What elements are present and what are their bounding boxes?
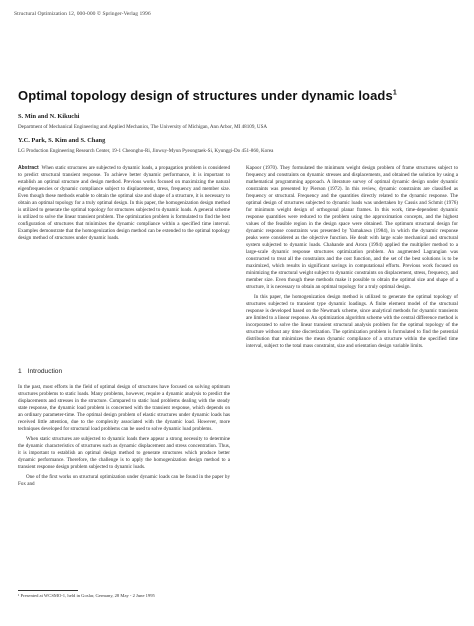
right-paragraph-2: In this paper, the homogenization design method is utilized to generate the optimal topology of structures subjected to transient type dynamic loadings. A finite element model of the structural response is developed based on the Newmark scheme, since analytical methods for dynamic transients are limited to a linear response. An optimization algorithm scheme with the central difference method is incorporated to solve the linear transient structural analysis problem for the optimal topology of the structure without any time discretization. The optimization problem is formulated to find the potential distribution that minimizes the mean dynamic compliance of a structure within the specified time interval, subject to the total mass constraint, size and orientation design variable limits. [246, 294, 458, 349]
section-heading-introduction [18, 368, 228, 375]
affiliation-1: Department of Mechanical Engineering and Applied Mechanics, The University of Michigan, Ann Arbor, MI 48109, USA [18, 124, 268, 130]
abstract-text: When static structures are subjected to dynamic loads, a propagation problem is considered to predict structural transient response. To achieve better dynamic performance, it is important to establish an optimal structure and design method. Previous works focused on maximizing the natural eigenfrequencies or dynamic compliance subject to displacement, stress, frequency and member size. Even though these methods enable to obtain the optimal size and shape of a structure, it is necessary to obtain an optimal topology for a truly optimal design. In this paper, the homogenization design method is utilized to generate the optimal topology for structures subjected to dynamic loads. A general scheme is utilized to solve the linear transient problem. The optimization problem is formulated to find the best configuration of structures that minimizes the dynamic compliance within a specified time interval. Examples demonstrate that the homogenization design method can be extended to the optimal topology design method of structures under dynamic loads. [18, 165, 230, 241]
journal-header: Structural Optimization 12, 000-000 © Springer-Verlag 1996 [14, 11, 151, 17]
paper-title [18, 88, 458, 103]
right-column [246, 165, 458, 615]
intro-paragraph-3: One of the first works on structural optimization under dynamic loads can be found in the paper by Fox and [18, 474, 230, 487]
right-paragraph-1: Kapoor (1970). They formulated the minimum weight design problem of frame structures subject to frequency and constraints on dynamic stresses and displacements, and obtained the solution by using a mathematical programming approach. A literature survey of optimal dynamic design under dynamic constraints was presented by Pierson (1972). In this review, dynamic constraints are classified as frequency or structural. Frequency and the quantities directly related to the dynamic response. The optimal design of structures subjected to dynamic loads was undertaken by Cassis and Schmit (1976) for minimum weight design of orthogonal planar frames. In this work, time-dependent dynamic response quantities were reduced to the problem using the approximation concepts, and the highest values of the feasible region in the design space were obtained. The optimum structural design for dynamic response constraints was presented by Yamakawa (1984), in which the dynamic response peaks were considered as the objective function. He dealt with large scale mechanical and structural system subjected to dynamic loads. Chahande and Arora (1994) applied the multiplier method to a large-scale dynamic response structures optimization problem. An augmented Lagrangian was constructed to treat all the constraints and the cost function, and the set of the best solutions is to be maximized, which results in significant savings in computational efforts. Previous work focused on minimizing the structural weight subject to dynamic constraints on displacement, stress, frequency, and member size. Even though these methods make it possible to obtain the optimal size and shape of a structure, it is necessary to obtain an optimal topology for a truly optimal design. [246, 165, 458, 290]
title-footnote-mark: 1 [392, 89, 397, 97]
footnote-rule [18, 590, 78, 591]
title-text: Optimal topology design of structures under dynamic loads [18, 88, 393, 103]
authors-group-2: Y.C. Park, S. Kim and S. Chang [18, 137, 106, 144]
section-title: Introduction [27, 368, 63, 375]
abstract-label: Abstract [18, 165, 39, 171]
authors-group-1: S. Min and N. Kikuchi [18, 113, 80, 120]
section-number: 1 [18, 368, 22, 375]
intro-paragraph-2: When static structures are subjected to dynamic loads there appear a strong necessity to determine the dynamic characteristics of structures such as dynamic displacement and stress concentration. Thus, it is important to establish an optimal design method to generate structures which produce better dynamic performance. Therefore, the challenge is to apply the homogenization design method to a transient response design problem subjected to dynamic loads. [18, 436, 230, 470]
abstract [18, 165, 230, 285]
abstract-paragraph [18, 165, 230, 242]
intro-column [18, 384, 230, 587]
intro-paragraph-1: In the past, most efforts in the field of optimal design of structures have focused on solving optimum structures problems to static loads. Many problems, however, require a dynamic analysis to predict the displacements and stresses in the structure. Compared to static load problems dealing with the steady state response, the dynamic load problem is concerned with the transient response, which depends on an ordinary parameter-time. The optimal design problem of elastic structures under dynamic loads has received little attention, due to the complexity associated with the dynamic load. However, more techniques developed for structural load problems can be used to solve dynamic load problems. [18, 384, 230, 432]
affiliation-2: LG Production Engineering Research Center, 19-1 Cheongho-Ri, Jinwuy-Myun Pyeongtaek-Si, Kyunggi-Do 451-860, Korea [18, 148, 274, 154]
footnote: ¹ Presented at WCSMO-1, held in Goslar, Germany, 28 May - 2 June 1995 [18, 593, 155, 598]
